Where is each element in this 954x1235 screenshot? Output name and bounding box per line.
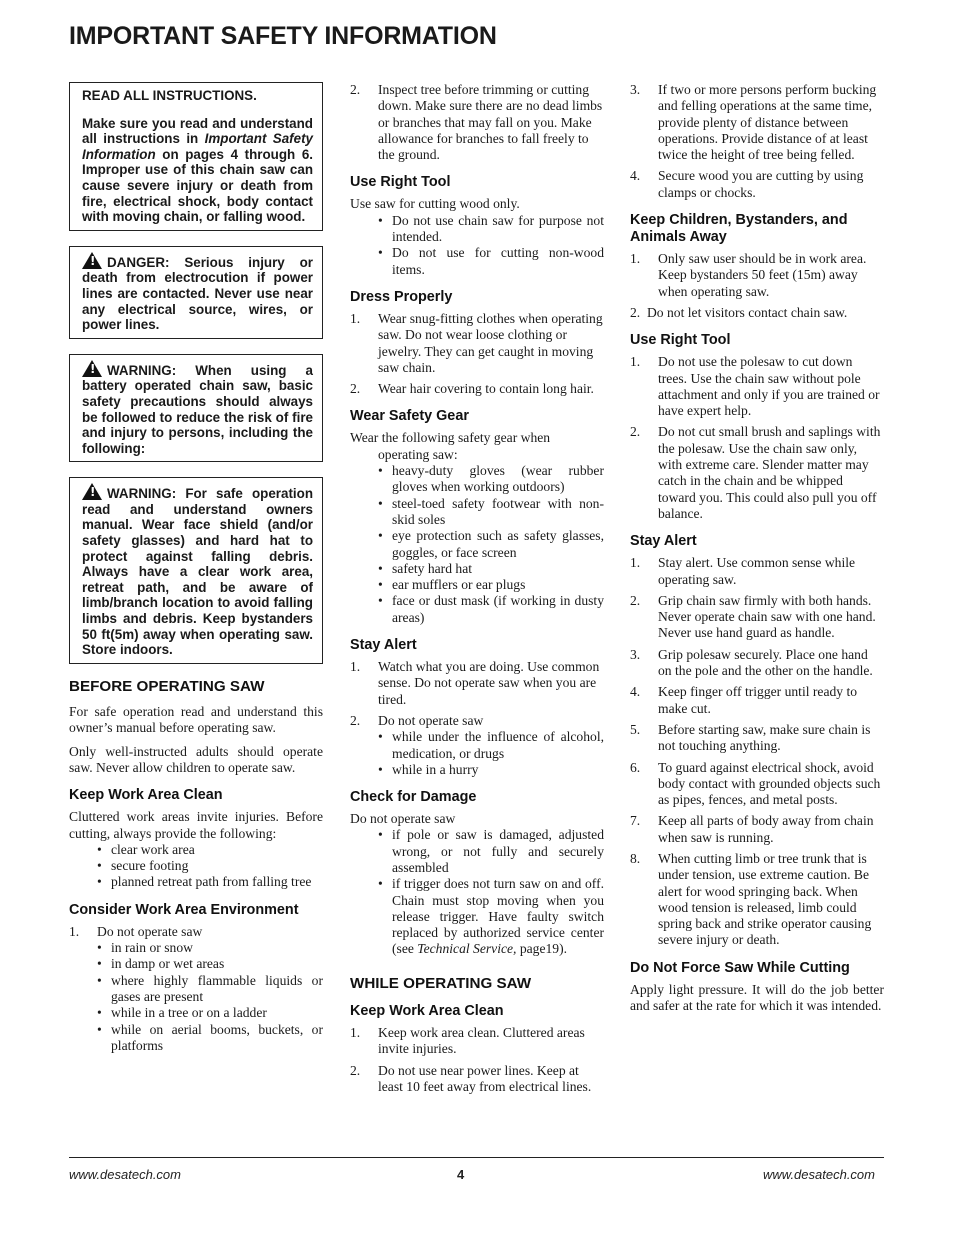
subsection-heading: Wear Safety Gear xyxy=(350,408,469,425)
list-item: • while in a hurry xyxy=(378,762,604,778)
paragraph: Do not operate saw xyxy=(350,811,456,827)
list-item: • while on aerial booms, buckets, or platforms xyxy=(97,1022,323,1055)
list-item: 4. Keep finger off trigger until ready to make cut. xyxy=(630,684,858,716)
section-heading: WHILE OPERATING SAW xyxy=(350,974,532,992)
list-item: • if pole or saw is damaged, adjusted wrong, or not fully and securely assembled xyxy=(378,827,604,876)
warning-triangle-icon xyxy=(82,252,102,269)
list-item: • in rain or snow xyxy=(97,940,323,956)
numbered-list xyxy=(630,354,884,522)
subsection-heading: Keep Work Area Clean xyxy=(350,1003,504,1020)
subsection-heading: Check for Damage xyxy=(350,789,477,806)
numbered-list xyxy=(350,311,604,397)
bullet-list xyxy=(350,827,604,957)
numbered-list xyxy=(630,82,884,201)
danger-box: !DANGER: Serious injury or death from electrocution if power lines are contacted. Never use near any electrical source, wires, or power lines. xyxy=(69,246,323,339)
list-item: • safety hard hat xyxy=(378,561,604,577)
bullet-list xyxy=(350,463,604,626)
bullet-list xyxy=(378,729,604,778)
list-item: 1. Watch what you are doing. Use common sense. Do not operate saw when you are tired. xyxy=(350,659,600,707)
list-item: 8. When cutting limb or tree trunk that is under tension, use extreme caution. Be alert for wood springing back. When wood tension is released, limb could spring back and strike operator causing severe injury or death. xyxy=(630,850,872,948)
paragraph: Apply light pressure. It will do the job better and safer at the rate for which it was intended. xyxy=(630,981,884,1014)
section-heading: BEFORE OPERATING SAW xyxy=(69,677,265,695)
list-item: 1. Wear snug-fitting clothes when operating saw. Do not wear loose clothing or jewelry. They can get caught in moving saw chain. xyxy=(350,310,603,375)
subsection-heading: Consider Work Area Environment xyxy=(69,901,299,918)
paragraph: 2. Do not let visitors contact chain saw. xyxy=(630,304,848,320)
list-item: 2. Do not operate saw • while under the influence of alcohol, medication, or drugs • while in a hurry xyxy=(350,713,604,778)
warning-triangle-icon xyxy=(82,360,102,377)
bullet-list xyxy=(97,940,323,1054)
numbered-list xyxy=(630,251,884,300)
list-item: 2. Do not cut small brush and saplings with the polesaw. Use the chain saw only, with extreme care. Slender matter may catch in the chain and be whipped toward you. This could also pull you off balance. xyxy=(630,424,881,521)
paragraph: Wear the following safety gear when operating saw: xyxy=(350,430,551,462)
list-item: • secure footing xyxy=(97,858,323,874)
subsection-heading: Use Right Tool xyxy=(630,332,731,349)
list-item: • eye protection such as safety glasses, goggles, or face screen xyxy=(378,528,604,561)
page-number: 4 xyxy=(457,1167,465,1182)
list-item: 3. Grip polesaw securely. Place one hand on the pole and the other on the handle. xyxy=(630,646,873,679)
list-item: 1. Keep work area clean. Cluttered areas invite injuries. xyxy=(350,1025,585,1057)
subsection-heading: Dress Properly xyxy=(350,288,453,305)
list-item: • heavy-duty gloves (wear rubber gloves when working outdoors) xyxy=(378,463,604,496)
footer-website-left[interactable]: www.desatech.com xyxy=(69,1167,181,1182)
list-item: • face or dust mask (if working in dusty areas) xyxy=(378,593,604,626)
subsection-heading: Do Not Force Saw While Cutting xyxy=(630,959,850,976)
list-item: 4. Secure wood you are cutting by using clamps or chocks. xyxy=(630,168,864,200)
list-item: • clear work area xyxy=(97,842,323,858)
box-text: Make sure you read and understand all instructions in Important Safety Information on pages 4 through 6. Improper use of this chain saw can cause severe injury or death from fire, electrical shock, body contact with moving chain, or falling wood. xyxy=(82,115,313,225)
list-item: • Do not use chain saw for purpose not intended. xyxy=(378,213,604,246)
column-3 xyxy=(630,82,884,1021)
list-item: 6. To guard against electrical shock, avoid body contact with grounded objects such as pipes, fences, and metal posts. xyxy=(630,759,881,808)
paragraph: Use saw for cutting wood only. xyxy=(350,196,520,212)
paragraph: Cluttered work areas invite injuries. Before cutting, always provide the following: xyxy=(69,809,323,841)
list-item: 5. Before starting saw, make sure chain is not touching anything. xyxy=(630,721,871,754)
subsection-heading: Keep Children, Bystanders, and Animals Away xyxy=(630,212,848,246)
warning-box-battery: !WARNING: When using a battery operated chain saw, basic safety precautions should always be followed to reduce the risk of fire and injury to persons, including the following: xyxy=(69,354,323,463)
box-heading: READ ALL INSTRUCTIONS. xyxy=(82,88,257,103)
list-item: 7. Keep all parts of body away from chain when saw is running. xyxy=(630,813,874,845)
paragraph: Only well-instructed adults should operate saw. Never allow children to operate saw. xyxy=(69,743,323,775)
read-instructions-box xyxy=(69,82,323,231)
bullet-list xyxy=(350,213,604,278)
numbered-list xyxy=(630,555,884,949)
list-item: 2. Grip chain saw firmly with both hands. Never operate chain saw with one hand. Never use hand guard as handle. xyxy=(630,592,876,641)
page-title: IMPORTANT SAFETY INFORMATION xyxy=(69,22,497,50)
numbered-list xyxy=(69,924,323,1054)
subsection-heading: Stay Alert xyxy=(630,533,697,550)
list-item: • Do not use for cutting non-wood items. xyxy=(378,245,604,278)
list-item: • steel-toed safety footwear with non-skid soles xyxy=(378,496,604,529)
list-item: 2. Inspect tree before trimming or cutting down. Make sure there are no dead limbs or branches that may fall on you. Make allowance for branches to fall freely to the ground. xyxy=(350,82,603,163)
subsection-heading: Keep Work Area Clean xyxy=(69,787,223,804)
list-item: • while under the influence of alcohol, medication, or drugs xyxy=(378,729,604,762)
list-item: • in damp or wet areas xyxy=(97,956,323,972)
numbered-list xyxy=(350,1025,604,1095)
list-item: 3. If two or more persons perform bucking and felling operations at the same time, provide plenty of distance between operations. Provide distance of at least twice the height of tree being felled. xyxy=(630,82,877,163)
list-item: 1. Do not use the polesaw to cut down trees. Use the chain saw without pole attachment and only if you are trained or have expert help. xyxy=(630,354,880,419)
list-item: • if trigger does not turn saw on and off. Chain must stop moving when you release trigger. Have faulty switch replaced by authorized service center (see Technical Service, page19). xyxy=(378,876,604,957)
subsection-heading: Use Right Tool xyxy=(350,174,451,191)
footer-website-right[interactable]: www.desatech.com xyxy=(763,1167,875,1182)
list-item: • planned retreat path from falling tree xyxy=(97,874,323,890)
warning-triangle-icon xyxy=(82,483,102,500)
list-item: 1. Stay alert. Use common sense while operating saw. xyxy=(630,555,856,587)
footer-divider xyxy=(69,1157,884,1158)
list-item: • ear mufflers or ear plugs xyxy=(378,577,604,593)
column-1 xyxy=(69,82,323,1059)
numbered-list xyxy=(350,659,604,778)
list-item: 2. Wear hair covering to contain long hair. xyxy=(350,381,594,397)
warning-box-operation: !WARNING: For safe operation read and understand owners manual. Wear face shield (and/or safety glasses) and hard hat to protect against falling debris. Always have a clear work area, retreat path, and be aware of limb/branch location to avoid falling limbs and debris. Keep bystanders 50 ft(5m) away when operating saw. Store indoors. xyxy=(69,477,323,664)
subsection-heading: Stay Alert xyxy=(350,637,417,654)
list-item: 1. Do not operate saw • in rain or snow • in damp or wet areas • where highly flammable liquids or gases are present • while in a tree or on a ladder • while on aerial booms, buckets, or platforms xyxy=(69,924,323,1054)
column-2 xyxy=(350,82,604,1100)
list-item: 1. Only saw user should be in work area. Keep bystanders 50 feet (15m) away when operating saw. xyxy=(630,251,867,299)
numbered-list xyxy=(350,82,604,163)
bullet-list xyxy=(69,842,323,891)
list-item: • while in a tree or on a ladder xyxy=(97,1005,323,1021)
list-item: • where highly flammable liquids or gases are present xyxy=(97,973,323,1006)
list-item: 2. Do not use near power lines. Keep at least 10 feet away from electrical lines. xyxy=(350,1062,592,1094)
paragraph: For safe operation read and understand this owner’s manual before operating saw. xyxy=(69,704,323,736)
